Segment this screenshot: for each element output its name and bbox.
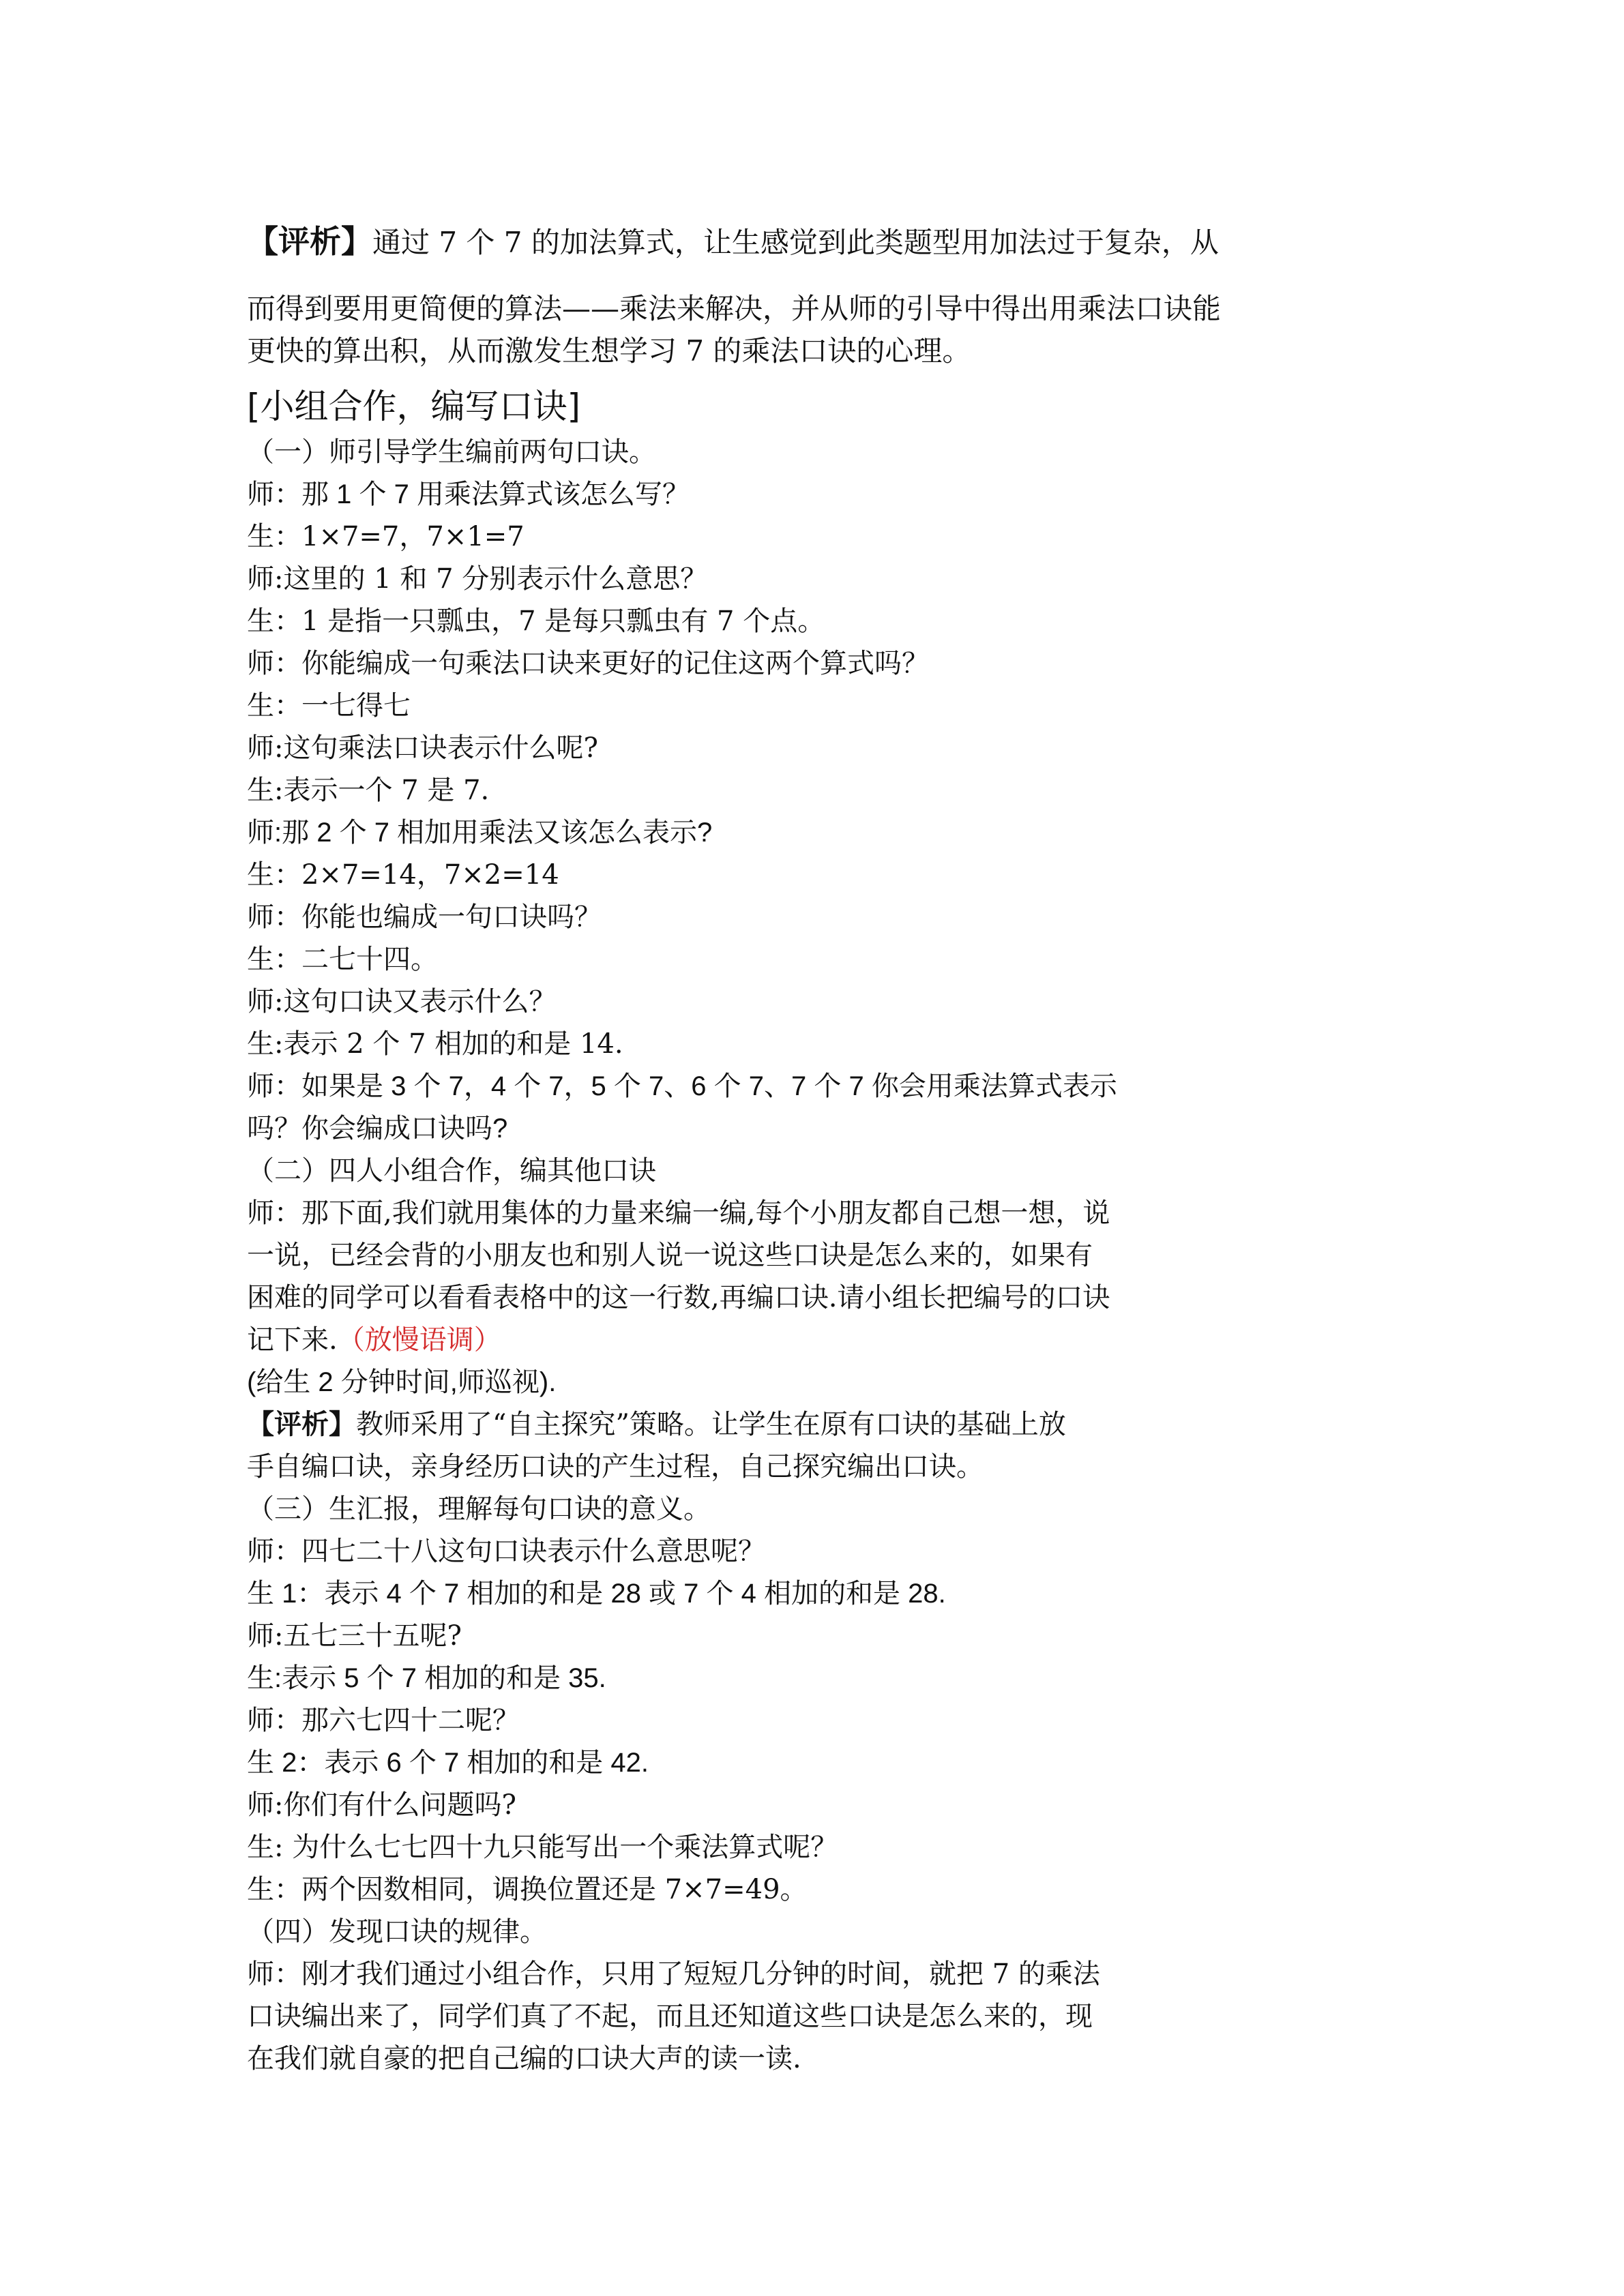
dialog-line: （三）生汇报，理解每句口诀的意义。 <box>247 1493 711 1525</box>
dialog-line: 生：二七十四。 <box>247 944 438 975</box>
analysis-tag: 【评析】 <box>247 223 372 260</box>
dialog-line: 师：你能编成一句乘法口诀来更好的记住这两个算式吗？ <box>247 648 929 679</box>
analysis-line-3: 更快的算出积，从而激发生想学习 7 的乘法口诀的心理。 <box>247 334 971 368</box>
dialog-line: 师:这里的 1 和 7 分别表示什么意思？ <box>247 563 708 595</box>
analysis-paragraph-2 <box>247 1403 1379 1446</box>
analysis-tag: 【评析】 <box>247 1408 356 1440</box>
dialog-line: 困难的同学可以看看表格中的这一行数,再编口诀.请小组长把编号的口诀 <box>247 1282 1110 1313</box>
section-title: [小组合作，编写口诀] <box>247 387 581 426</box>
dialog-line: 师：那下面,我们就用集体的力量来编一编,每个小朋友都自己想一想，说 <box>247 1197 1110 1229</box>
dialog-line: 师：那六七四十二呢？ <box>247 1705 520 1736</box>
dialog-line: （二）四人小组合作，编其他口诀 <box>247 1155 656 1187</box>
dialog-line: 生：2×7=14，7×2=14 <box>247 859 559 891</box>
dialog-line-with-note <box>247 1319 1379 1361</box>
dialog-line: 师：四七二十八这句口诀表示什么意思呢？ <box>247 1536 765 1567</box>
dialog-line: 生:表示 2 个 7 相加的和是 14. <box>247 1028 623 1060</box>
dialog-line: 生:表示一个 7 是 7. <box>247 775 490 806</box>
dialog-line: (给生 2 分钟时间,师巡视). <box>247 1367 557 1397</box>
dialog-line: 师：刚才我们通过小组合作，只用了短短几分钟的时间，就把 7 的乘法 <box>247 1958 1100 1990</box>
dialog-line: 师:这句口诀又表示什么？ <box>247 986 557 1017</box>
analysis-paragraph-1 <box>247 217 1379 267</box>
dialog-line: 师:那 2 个 7 相加用乘法又该怎么表示? <box>247 818 713 848</box>
dialog-line: 生：1×7=7，7×1=7 <box>247 521 525 552</box>
dialog-line: 生：两个因数相同，调换位置还是 7×7=49。 <box>247 1874 808 1905</box>
dialog-line: 生 2：表示 6 个 7 相加的和是 42. <box>247 1748 649 1778</box>
dialog-line: 师:你们有什么问题吗? <box>247 1789 516 1821</box>
dialog-line: 师：你能也编成一句口诀吗？ <box>247 901 602 933</box>
dialog-line: 吗？你会编成口诀吗? <box>247 1114 508 1144</box>
analysis-line-2: 而得到要用更简便的算法——乘法来解决，并从师的引导中得出用乘法口诀能 <box>247 292 1222 325</box>
dialog-line: 一说，已经会背的小朋友也和别人说一说这些口诀是怎么来的，如果有 <box>247 1240 1093 1271</box>
dialog-line: 师：那 1 个 7 用乘法算式该怎么写？ <box>247 479 690 509</box>
dialog-line: （一）师引导学生编前两句口诀。 <box>247 436 656 468</box>
analysis-line-1: 通过 7 个 7 的加法算式，让生感觉到此类题型用加法过于复杂，从 <box>372 226 1219 259</box>
document-page <box>247 217 1379 2080</box>
analysis-text: 手自编口诀，亲身经历口诀的产生过程，自己探究编出口诀。 <box>247 1451 984 1482</box>
teacher-note: （放慢语调） <box>337 1324 501 1356</box>
analysis-text: 教师采用了“自主探究”策略。让学生在原有口诀的基础上放 <box>356 1409 1066 1440</box>
dialog-line: （四）发现口诀的规律。 <box>247 1916 547 1948</box>
dialog-line: 生：一七得七 <box>247 690 411 721</box>
dialog-line: 师：如果是 3 个 7，4 个 7，5 个 7、6 个 7、7 个 7 你会用乘法算式表示 <box>247 1071 1117 1101</box>
dialog-line: 生: 为什么七七四十九只能写出一个乘法算式呢？ <box>247 1832 838 1863</box>
dialog-line: 口诀编出来了，同学们真了不起，而且还知道这些口诀是怎么来的，现 <box>247 2001 1093 2032</box>
dialog-line: 生 1：表示 4 个 7 相加的和是 28 或 7 个 4 相加的和是 28. <box>247 1579 946 1609</box>
dialog-line-text: 记下来. <box>247 1324 338 1356</box>
dialog-line: 生:表示 5 个 7 相加的和是 35. <box>247 1663 606 1693</box>
dialog-line: 生：1 是指一只瓢虫，7 是每只瓢虫有 7 个点。 <box>247 606 825 637</box>
dialog-line: 师:这句乘法口诀表示什么呢? <box>247 732 598 764</box>
dialog-line: 师:五七三十五呢? <box>247 1620 462 1652</box>
dialog-line: 在我们就自豪的把自己编的口诀大声的读一读. <box>247 2043 801 2074</box>
